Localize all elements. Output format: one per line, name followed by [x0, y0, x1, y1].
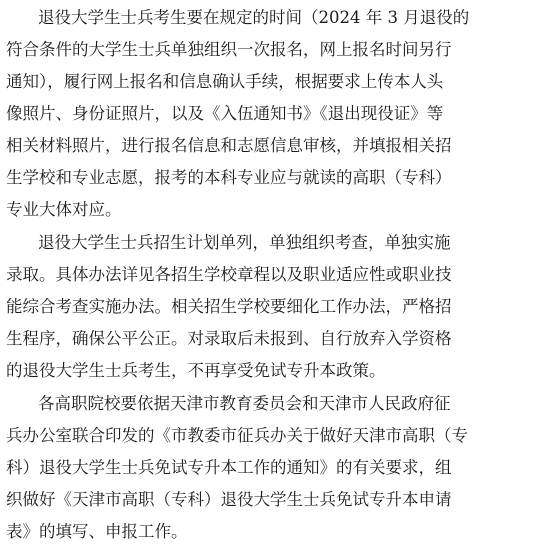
paragraph-1-line-6: 生学校和专业志愿，报考的本科专业应与就读的高职（专科） [6, 168, 452, 187]
paragraph-3-line-2: 兵办公室联合印发的《市教委市征兵办关于做好天津市高职（专 [6, 426, 468, 445]
paragraph-2-line-3: 能综合考查实施办法。相关招生学校要细化工作办法，严格招 [6, 297, 452, 316]
paragraph-1-line-4: 像照片、身份证照片，以及《入伍通知书》《退出现役证》等 [6, 104, 444, 123]
paragraph-3-line-5: 表》的填写、申报工作。 [6, 522, 188, 541]
paragraph-2-line-2: 录取。具体办法详见各招生学校章程以及职业适应性或职业技 [6, 265, 452, 284]
paragraph-1-line-2: 符合条件的大学生士兵单独组织一次报名，网上报名时间另行 [6, 40, 452, 59]
paragraph-1-line-1: 退役大学生士兵考生要在规定的时间（2024 年 3 月退役的 [38, 8, 470, 27]
paragraph-2-line-5: 的退役大学生士兵考生，不再享受免试专升本政策。 [6, 361, 386, 380]
paragraph-2-line-4: 生程序，确保公平公正。对录取后未报到、自行放弃入学资格 [6, 329, 452, 348]
paragraph-1-line-7: 专业大体对应。 [6, 200, 122, 219]
paragraph-3-line-3: 科）退役大学生士兵免试专升本工作的通知》的有关要求，组 [6, 458, 452, 477]
paragraph-1-line-3: 通知），履行网上报名和信息确认手续，根据要求上传本人头 [6, 72, 444, 91]
paragraph-3-line-4: 织做好《天津市高职（专科）退役大学生士兵免试专升本申请 [6, 490, 452, 509]
paragraph-1-line-5: 相关材料照片，进行报名信息和志愿信息审核，并填报相关招 [6, 136, 452, 155]
paragraph-3-line-1: 各高职院校要依据天津市教育委员会和天津市人民政府征 [38, 394, 451, 413]
paragraph-2-line-1: 退役大学生士兵招生计划单列，单独组织考查，单独实施 [38, 233, 451, 252]
